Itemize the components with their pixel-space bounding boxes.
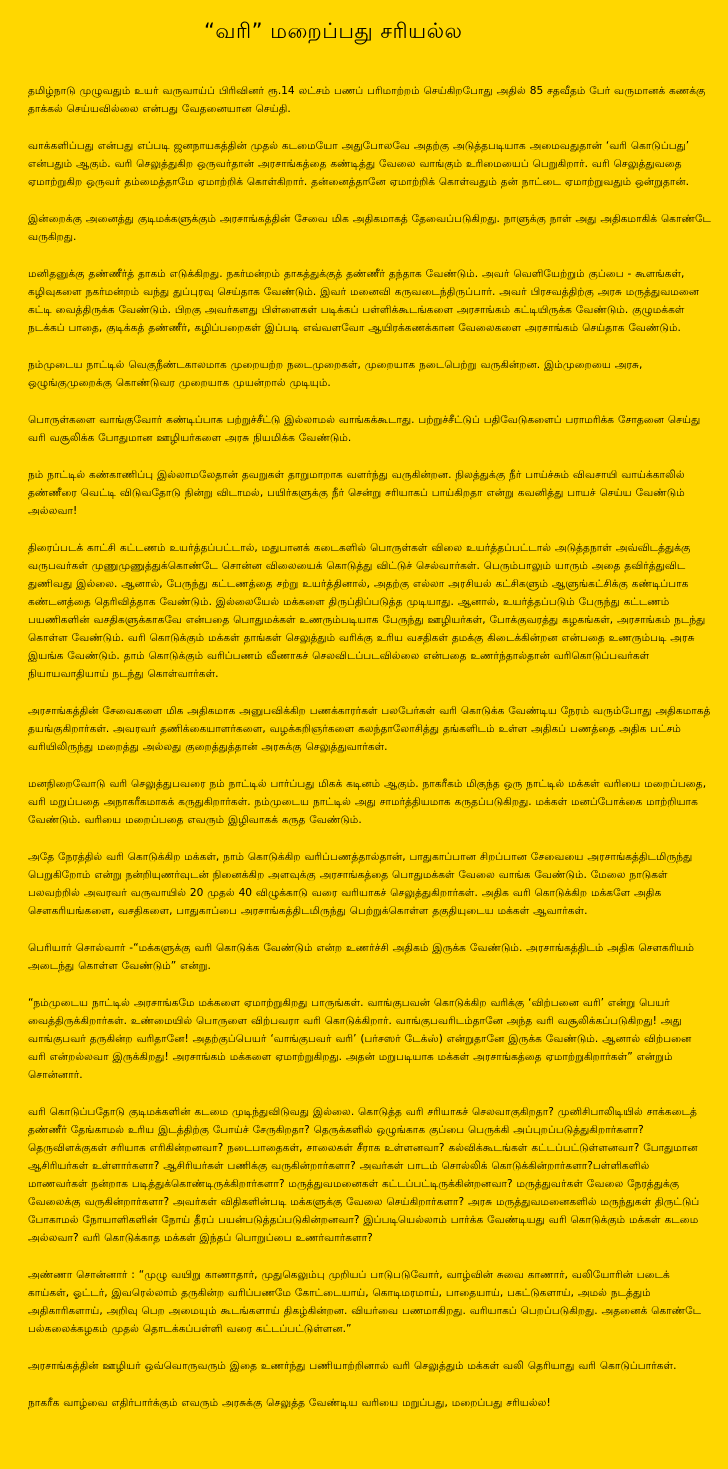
paragraph: அதே நேரத்தில் வரி கொடுக்கிற மக்கள், நாம் கொடுக்கிற வரிப்பணத்தால்தான், பாதுகாப்பான சிறப்பான சேவையை அரசாங்கத்திடமிருந்து பெறுகிறோம் என்று நன்றியுணர்வுடன் நினைக்கிற அளவுக்கு அரசாங்கத்தை பொதுமக்கள் வேலை வாங்க வேண்டும். மேலை நாடுகள் பலவற்றில் அவரவர் வருவாயில் 20 முதல் 40 விழுக்காடு வரை வரியாகச் செலுத்துகிறார்கள். அதிக வரி கொடுக்கிற மக்களே அதிக சௌகரியங்களை, வசதிகளை, பாதுகாப்பை அரசாங்கத்திடமிருந்து பெற்றுக்கொள்ள தகுதியுடைய மக்கள் ஆவார்கள். [28, 851, 693, 917]
article-title: “வரி” மறைப்பது சரியல்ல [204, 19, 463, 43]
paragraph: அரசாங்கத்தின் சேவைகளை மிக அதிகமாக அனுபவிக்கிற பணக்காரர்கள் பலபேர்கள் வரி கொடுக்க வேண்டிய நேரம் வரும்போது அதிகமாகத் தயங்குகிறார்கள். அவரவர் தணிக்கையாளர்களை, வழக்கறிஞர்களை கலந்தாலோசித்து தங்களிடம் உள்ள அதிகப் பணத்தை அதிக பட்சம் வரியிலிருந்து மறைத்து அல்லது குறைத்துத்தான் அரசுக்கு செலுத்துவார்கள். [28, 705, 711, 753]
paragraph: திரைப்படக் காட்சி கட்டணம் உயர்த்தப்பட்டால், மதுபானக் கடைகளில் பொருள்கள் விலை உயர்த்தப்பட்டால் அடுத்தநாள் அவ்விடத்துக்கு வருபவர்கள் முணுமுணுத்துக்கொண்டே சொன்ன விலையைக் கொடுத்து விட்டுச் செல்வார்கள். பெரும்பாலும் யாரும் அதை தவிர்த்துவிட துணிவது இல்லை. ஆனால், பேருந்து கட்டணத்தை சற்று உயர்த்தினால், அதற்கு எல்லா அரசியல் கட்சிகளும் ஆளுங்கட்சிக்கு கண்டிப்பாக கண்டனத்தை தெரிவித்தாக வேண்டும். இல்லையேல் மக்களை திருப்திப்படுத்த முடியாது. ஆனால், உயர்த்தப்படும் பேருந்து கட்டணம் பயணிகளின் வசதிகளுக்காகவே என்பதை பொதுமக்கள் உணரும்படியாக பேருந்து ஊழியர்கள், போக்குவரத்து கழகங்கள், அரசாங்கம் நடந்து கொள்ள வேண்டும். வரி கொடுக்கும் மக்கள் தாங்கள் செலுத்தும் வரிக்கு உரிய வசதிகள் தமக்கு கிடைக்கின்றன என்பதை உணரும்படி அரசு இயங்க வேண்டும். தாம் கொடுக்கும் வரிப்பணம் வீணாகச் செலவிடப்படவில்லை என்பதை உணர்ந்தால்தான் வரிகொடுப்பவர்கள் நியாயவாதியாய் நடந்து கொள்வார்கள். [28, 542, 706, 680]
paragraph: பெரியார் சொல்வார் -“மக்களுக்கு வரி கொடுக்க வேண்டும் என்ற உணர்ச்சி அதிகம் இருக்க வேண்டும். அரசாங்கத்திடம் அதிக சௌகரியம் அடைந்து கொள்ள வேண்டும்” என்று. [28, 942, 695, 972]
paragraph: அண்ணா சொன்னார் : “முழு வயிறு காணாதார், முதுகெலும்பு முறியப் பாடுபடுவோர், வாழ்வின் சுவை காணார், வலியோரின் படைக் காய்கள், ஓட்டர், இவரெல்லாம் தருகின்ற வரிப்பணமே கோட்டையாய், கொடிமரமாய், பாதையாய், பகட்டுகளாய், அமல் நடத்தும் அதிகாரிகளாய், அறிவு பெற அமையும் கூடங்களாய் திகழ்கின்றன. வியர்வை பணமாகிறது. வரியாகப் பெறப்படுகிறது. அதனைக் கொண்டே பல்கலைக்கழகம் முதல் தொடக்கப்பள்ளி வரை கட்டப்பட்டுள்ளன.” [28, 1269, 702, 1335]
paragraph: தமிழ்நாடு முழுவதும் உயர் வருவாய்ப் பிரிவினர் ரூ.14 லட்சம் பணப் பரிமாற்றம் செய்கிறபோது அதில் 85 சதவீதம் பேர் வருமானக் கணக்கு தாக்கல் செய்யவில்லை என்பது வேதனையான செய்தி. [28, 85, 706, 115]
paragraph: இன்றைக்கு அனைத்து குடிமக்களுக்கும் அரசாங்கத்தின் சேவை மிக அதிகமாகத் தேவைப்படுகிறது. நாளுக்கு நாள் அது அதிகமாகிக் கொண்டே வருகிறது. [28, 213, 711, 243]
paragraph: வாக்களிப்பது என்பது எப்படி ஜனநாயகத்தின் முதல் கடமையோ அதுபோலவே அதற்கு அடுத்தபடியாக அமைவதுதான் ‘வரி கொடுப்பது’ என்பதும் ஆகும். வரி செலுத்துகிற ஒருவர்தான் அரசாங்கத்தை கண்டித்து வேலை வாங்கும் உரிமையைப் பெறுகிறார். வரி செலுத்துவதை ஏமாற்றுகிற ஒருவர் தம்மைத்தாமே ஏமாற்றிக் கொள்கிறார். தன்னைத்தானே ஏமாற்றிக் கொள்வதும் தன் நாட்டை ஏமாற்றுவதும் ஒன்றுதான். [28, 140, 690, 188]
paragraph: மனநிறைவோடு வரி செலுத்துபவரை நம் நாட்டில் பார்ப்பது மிகக் கடினம் ஆகும். நாகரீகம் மிகுந்த ஒரு நாட்டில் மக்கள் வரியை மறைப்பதை, வரி மறுப்பதை அநாகரீகமாகக் கருதுகிறார்கள். நம்முடைய நாட்டில் அது சாமர்த்தியமாக கருதப்படுகிறது. மக்கள் மனப்போக்கை மாற்றியாக வேண்டும். வரியை மறைப்பதை எவரும் இழிவாகக் கருத வேண்டும். [28, 778, 707, 826]
article-body [28, 82, 716, 1412]
paragraph: வரி கொடுப்பதோடு குடிமக்களின் கடமை முடிந்துவிடுவது இல்லை. கொடுத்த வரி சரியாகச் செலவாகுகிறதா? முனிசிபாலிடியில் சாக்கடைத் தண்ணீர் தேங்காமல் உரிய இடத்திற்கு போய்ச் சேருகிறதா? தெருக்களில் ஒழுங்காக குப்பை பெருக்கி அப்புறப்படுத்துகிறார்களா? தெருவிளக்குகள் சரியாக எரிகின்றனவா? நடைபாதைகள், சாலைகள் சீராக உள்ளனவா? கல்விக்கூடங்கள் கட்டப்பட்டுள்ளனவா? போதுமான ஆசிரியர்கள் உள்ளார்களா? ஆசிரியர்கள் பணிக்கு வருகின்றார்களா? அவர்கள் பாடம் சொல்லிக் கொடுக்கின்றார்களா?பள்ளிகளில் மாணவர்கள் நன்றாக படித்துக்கொண்டிருக்கிறார்களா? மருத்துவமனைகள் கட்டப்பட்டிருக்கின்றனவா? மருத்துவர்கள் வேலை நேரத்துக்கு வேலைக்கு வருகின்றார்களா? அவர்கள் விதிகளின்படி மக்களுக்கு வேலை செய்கிறார்களா? அரசு மருத்துவமனைகளில் மருந்துகள் திருட்டுப் போகாமல் நோயாளிகளின் நோய் தீரப் பயன்படுத்தப்படுகின்றனவா? இப்படியெல்லாம் பார்க்க வேண்டியது வரி கொடுக்கும் மக்கள் கடமை அல்லவா? வரி கொடுக்காத மக்கள் இந்தப் பொறுப்பை உணர்வார்களா? [28, 1106, 700, 1244]
paragraph: நாகரீக வாழ்வை எதிர்பார்க்கும் எவரும் அரசுக்கு செலுத்த வேண்டிய வரியை மறுப்பது, மறைப்பது சரியல்ல! [28, 1397, 551, 1409]
paragraph: “நம்முடைய நாட்டில் அரசாங்கமே மக்களை ஏமாற்றுகிறது பாருங்கள். வாங்குபவன் கொடுக்கிற வரிக்கு ‘விற்பனை வரி’ என்று பெயர் வைத்திருக்கிறார்கள். உண்மையில் பொருளை விற்பவரா வரி கொடுக்கிறார். வாங்குபவரிடம்தானே அந்த வரி வசூலிக்கப்படுகிறது! அது வாங்குபவர் தருகின்ற வரிதானே! அதற்குப்பெயர் ‘வாங்குபவர் வரி’ (பர்சஸர் டேக்ஸ்) என்றுதானே இருக்க வேண்டும். ஆனால் விற்பனை வரி என்றல்லவா இருக்கிறது! அரசாங்கம் மக்களை ஏமாற்றுகிறது. அதன் மறுபடியாக மக்கள் அரசாங்கத்தை ஏமாற்றுகிறார்கள்” என்றும் சொன்னார். [28, 997, 692, 1081]
paragraph: மனிதனுக்கு தண்ணீர்த் தாகம் எடுக்கிறது. நகர்மன்றம் தாகத்துக்குத் தண்ணீர் தந்தாக வேண்டும். அவர் வெளியேற்றும் குப்பை - கூளங்கள், கழிவுகளை நகர்மன்றம் வந்து துப்புரவு செய்தாக வேண்டும். இவர் மனைவி கருவடைந்திருப்பார். அவர் பிரசவத்திற்கு அரசு மருத்துவமனை கட்டி வைத்திருக்க வேண்டும். பிறகு அவர்களது பிள்ளைகள் படிக்கப் பள்ளிக்கூடங்களை அரசாங்கம் கட்டியிருக்க வேண்டும். குழுமக்கள் நடக்கப் பாதை, குடிக்கத் தண்ணீர், கழிப்பறைகள் இப்படி எவ்வளவோ ஆயிரக்கணக்கான வேலைகளை அரசாங்கம் செய்தாக வேண்டும். [28, 268, 700, 334]
paragraph: அரசாங்கத்தின் ஊழியர் ஒவ்வொருவரும் இதை உணர்ந்து பணியாற்றினால் வரி செலுத்தும் மக்கள் வலி தெரியாது வரி கொடுப்பார்கள். [28, 1360, 677, 1372]
paragraph: நம் நாட்டில் கண்காணிப்பு இல்லாமலேதான் தவறுகள் தாறுமாறாக வளர்ந்து வருகின்றன. நிலத்துக்கு நீர் பாய்ச்சும் விவசாயி வாய்க்காலில் தண்ணீரை வெட்டி விடுவதோடு நின்று விடாமல், பயிர்களுக்கு நீர் சென்று சரியாகப் பாய்கிறதா என்று கவனித்து பாயச் செய்ய வேண்டும் அல்லவா! [28, 469, 685, 517]
paragraph: பொருள்களை வாங்குவோர் கண்டிப்பாக பற்றுச்சீட்டு இல்லாமல் வாங்கக்கூடாது. பற்றுச்சீட்டுப் பதிவேடுகளைப் பராமரிக்க சோதனை செய்து வரி வசூலிக்க போதுமான ஊழியர்களை அரசு நியமிக்க வேண்டும். [28, 414, 701, 444]
paragraph: நம்முடைய நாட்டில் வெகுநீண்டகாலமாக முறையற்ற நடைமுறைகள், முறையாக நடைபெற்று வருகின்றன. இம்முறையை அரசு, ஒழுங்குமுறைக்கு கொண்டுவர முறையாக முயன்றால் முடியும். [28, 359, 643, 389]
